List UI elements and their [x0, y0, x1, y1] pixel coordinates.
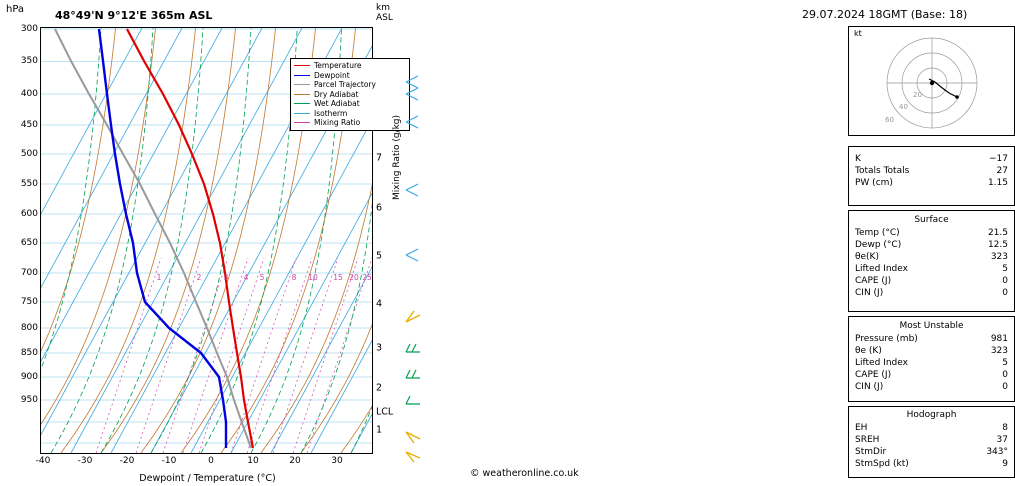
x-tick-0: 0: [208, 456, 214, 466]
y-tick-300: 300: [20, 24, 38, 34]
stat-row-pw: [849, 177, 1014, 189]
mu-row-cape: [849, 369, 1014, 381]
y-tick-900: 900: [20, 372, 38, 382]
y-tick-650: 650: [20, 238, 38, 248]
legend-label-mixing-ratio: Mixing Ratio: [314, 118, 361, 128]
stat-label-k: K: [855, 154, 861, 164]
surface-label-thetae: θe(K): [855, 252, 879, 262]
surface-value-cin: 0: [1002, 288, 1008, 298]
y-tick-400: 400: [20, 89, 38, 99]
mixing-ratio-label-4: 4: [243, 273, 249, 282]
hodograph-stats-title: Hodograph: [906, 410, 957, 420]
legend-item-mixing-ratio: [294, 118, 406, 128]
legend-item-isotherm: [294, 109, 406, 119]
svg-text:60: 60: [885, 116, 894, 124]
hodo-row-sreh: [849, 434, 1014, 446]
x-tick-m20: -20: [119, 456, 135, 466]
x-tick-10: 10: [247, 456, 259, 466]
legend-swatch-dry-adiabat: [294, 94, 310, 95]
km-tick-1: 1: [376, 424, 383, 436]
mu-value-cape: 0: [1002, 370, 1008, 380]
legend-label-dewpoint: Dewpoint: [314, 70, 350, 80]
x-tick-20: 20: [289, 456, 301, 466]
hodo-value-stmdir: 343°: [986, 447, 1008, 457]
surface-value-cape: 0: [1002, 276, 1008, 286]
legend-swatch-wet-adiabat: [294, 103, 310, 104]
mu-label-thetae: θe (K): [855, 346, 882, 356]
mu-label-cape: CAPE (J): [855, 370, 892, 380]
hodo-label-eh: EH: [855, 423, 868, 433]
legend-item-parcel: [294, 80, 406, 90]
stat-value-k: −17: [989, 154, 1008, 164]
station-title: 48°49'N 9°12'E 365m ASL: [55, 9, 213, 22]
y-tick-600: 600: [20, 209, 38, 219]
mu-row-cin: [849, 381, 1014, 393]
legend-swatch-mixing-ratio: [294, 122, 310, 123]
right-info-panel: [398, 0, 1008, 486]
surface-value-thetae: 323: [990, 252, 1008, 262]
mixing-ratio-label-15: 15: [333, 273, 343, 282]
surface-value-dewp: 12.5: [987, 240, 1008, 250]
mixing-ratio-axis-title: Mixing Ratio (g/kg): [392, 114, 402, 200]
surface-row-li: [849, 263, 1014, 275]
km-tick-6: 6: [376, 202, 383, 214]
mu-value-li: 5: [1002, 358, 1008, 368]
hodograph-unit-label: kt: [854, 29, 862, 38]
surface-row-thetae: [849, 251, 1014, 263]
legend-label-wet-adiabat: Wet Adiabat: [314, 99, 360, 109]
y-tick-450: 450: [20, 120, 38, 130]
y-tick-550: 550: [20, 179, 38, 189]
credit-text: © weatheronline.co.uk: [470, 468, 579, 479]
stat-value-pw: 1.15: [987, 178, 1008, 188]
y-tick-950: 950: [20, 395, 38, 405]
stability-indices-box: [848, 146, 1015, 206]
hodograph-plot: [848, 26, 1015, 136]
hodograph-stats-box: [848, 406, 1015, 478]
mixing-ratio-label-8: 8: [291, 273, 297, 282]
hodo-row-stmspd: [849, 458, 1014, 470]
legend-item-dry-adiabat: [294, 90, 406, 100]
y-tick-700: 700: [20, 268, 38, 278]
mu-label-pressure: Pressure (mb): [855, 334, 918, 344]
most-unstable-title: Most Unstable: [899, 321, 964, 331]
x-axis-title: Dewpoint / Temperature (°C): [139, 473, 276, 484]
lcl-label: LCL: [376, 406, 394, 418]
x-tick-30: 30: [331, 456, 343, 466]
surface-label-li: Lifted Index: [855, 264, 908, 274]
legend-label-temperature: Temperature: [314, 61, 362, 71]
stat-row-totals: [849, 165, 1014, 177]
legend-item-wet-adiabat: [294, 99, 406, 109]
stat-label-pw: PW (cm): [855, 178, 893, 188]
mu-value-cin: 0: [1002, 382, 1008, 392]
mixing-ratio-label-2: 2: [196, 273, 202, 282]
legend-item-dewpoint: [294, 71, 406, 81]
surface-row-dewp: [849, 239, 1014, 251]
legend-label-isotherm: Isotherm: [314, 108, 348, 118]
mu-label-li: Lifted Index: [855, 358, 908, 368]
most-unstable-box: [848, 316, 1015, 402]
y-tick-350: 350: [20, 56, 38, 66]
mixing-ratio-label-5: 5: [259, 273, 265, 282]
hodo-value-sreh: 37: [996, 435, 1008, 445]
surface-value-li: 5: [1002, 264, 1008, 274]
surface-title: Surface: [914, 215, 949, 225]
surface-row-cin: [849, 287, 1014, 299]
legend-item-temperature: [294, 61, 406, 71]
y-axis-unit-label: hPa: [6, 4, 25, 15]
svg-text:40: 40: [899, 103, 908, 111]
surface-value-temp: 21.5: [987, 228, 1008, 238]
surface-box: [848, 210, 1015, 312]
svg-text:20: 20: [913, 91, 922, 99]
legend-label-dry-adiabat: Dry Adiabat: [314, 89, 359, 99]
mu-label-cin: CIN (J): [855, 382, 884, 392]
hodo-label-stmdir: StmDir: [855, 447, 887, 457]
legend-swatch-isotherm: [294, 113, 310, 114]
hodo-value-eh: 8: [1002, 423, 1008, 433]
hodo-value-stmspd: 9: [1002, 459, 1008, 469]
km-asl-label: km ASL: [376, 3, 393, 23]
legend-label-parcel: Parcel Trajectory: [314, 80, 376, 90]
km-tick-7: 7: [376, 152, 383, 164]
legend-swatch-parcel: [294, 84, 310, 85]
mu-value-thetae: 323: [990, 346, 1008, 356]
stat-row-k: [849, 153, 1014, 165]
run-title: 29.07.2024 18GMT (Base: 18): [802, 8, 968, 21]
km-tick-4: 4: [376, 298, 383, 310]
hodo-label-sreh: SREH: [855, 435, 880, 445]
mu-row-thetae: [849, 345, 1014, 357]
km-tick-5: 5: [376, 250, 383, 262]
surface-label-cin: CIN (J): [855, 288, 884, 298]
x-tick-m40: -40: [35, 456, 51, 466]
mixing-ratio-label-3: 3: [223, 273, 229, 282]
legend-swatch-temperature: [294, 65, 310, 66]
x-tick-m30: -30: [77, 456, 93, 466]
stat-label-totals: Totals Totals: [855, 166, 910, 176]
skewt-diagram: [0, 0, 402, 486]
x-tick-m10: -10: [161, 456, 177, 466]
sounding-plot-area: [20, 24, 394, 484]
surface-row-temp: [849, 227, 1014, 239]
surface-label-cape: CAPE (J): [855, 276, 892, 286]
hodo-row-eh: [849, 422, 1014, 434]
y-tick-800: 800: [20, 323, 38, 333]
surface-row-cape: [849, 275, 1014, 287]
y-tick-500: 500: [20, 149, 38, 159]
surface-label-dewp: Dewp (°C): [855, 240, 902, 250]
mu-row-pressure: [849, 333, 1014, 345]
hodo-row-stmdir: [849, 446, 1014, 458]
mixing-ratio-label-1: 1: [156, 273, 162, 282]
mu-row-li: [849, 357, 1014, 369]
legend-swatch-dewpoint: [294, 75, 310, 76]
hodo-label-stmspd: StmSpd (kt): [855, 459, 909, 469]
mixing-ratio-label-20: 20: [349, 273, 359, 282]
mixing-ratio-label-10: 10: [308, 273, 318, 282]
y-tick-750: 750: [20, 297, 38, 307]
y-tick-850: 850: [20, 348, 38, 358]
mu-value-pressure: 981: [990, 334, 1008, 344]
mixing-ratio-label-25: 25: [362, 273, 372, 282]
stat-value-totals: 27: [996, 166, 1008, 176]
km-tick-3: 3: [376, 342, 383, 354]
km-tick-2: 2: [376, 382, 383, 394]
surface-label-temp: Temp (°C): [855, 228, 900, 238]
